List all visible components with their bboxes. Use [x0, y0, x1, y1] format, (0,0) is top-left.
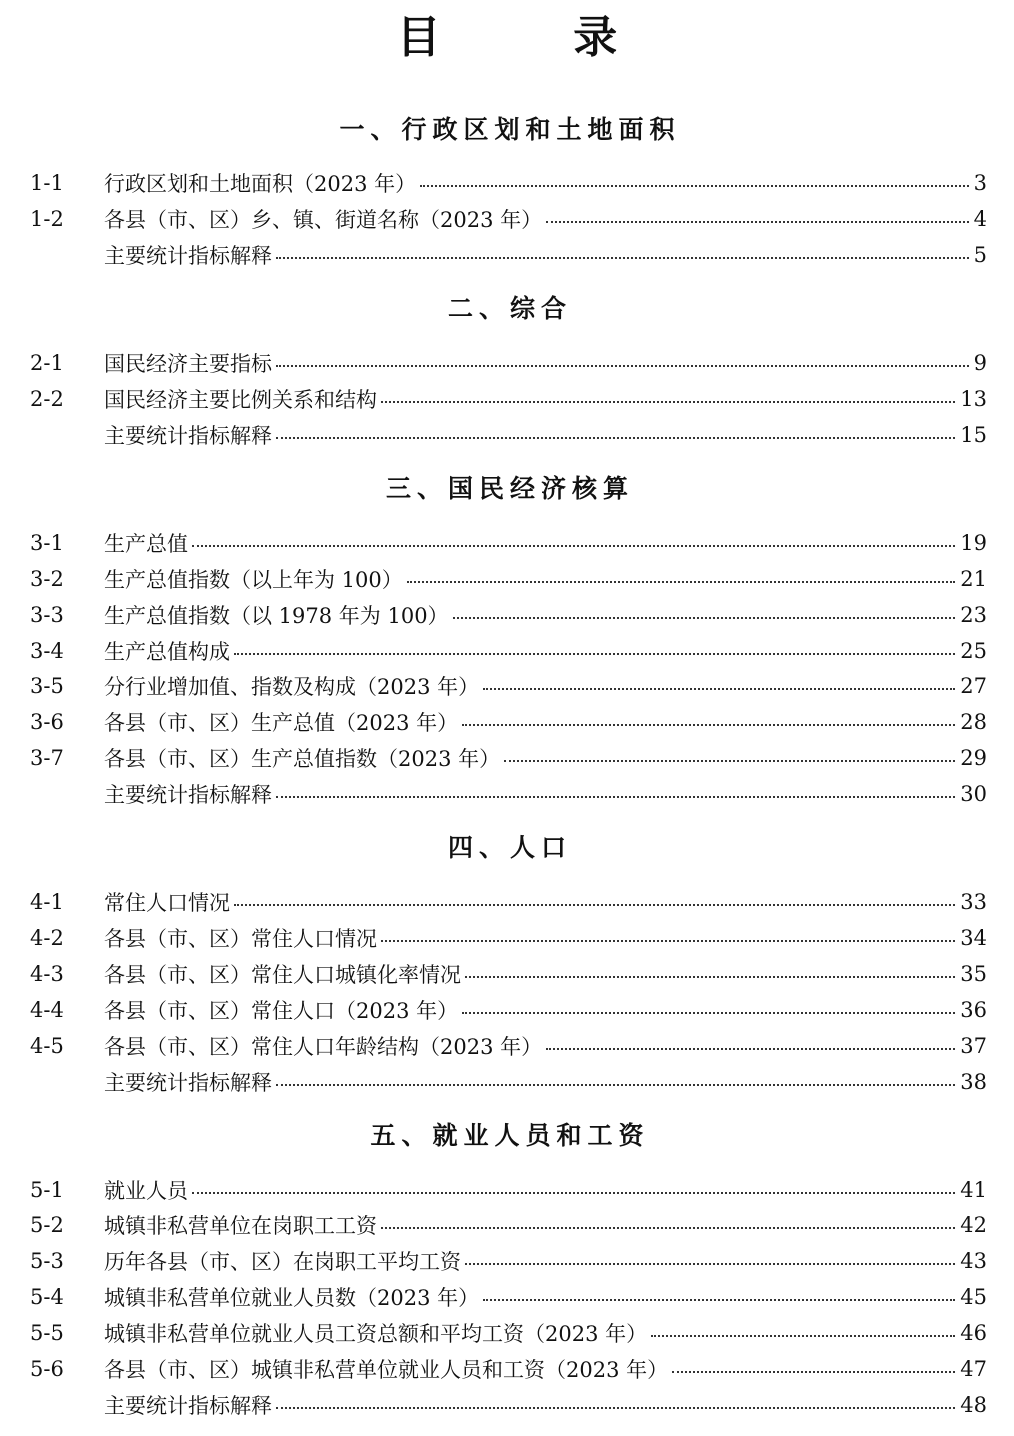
- dot-leader: [276, 365, 969, 367]
- dot-leader: [546, 1048, 955, 1050]
- toc-entry[interactable]: [0, 1315, 1014, 1351]
- dot-leader: [276, 257, 969, 259]
- toc-entry[interactable]: [0, 1172, 1014, 1208]
- toc-entry-title: 主要统计指标解释: [104, 244, 272, 268]
- toc-entry-title: 生产总值构成: [104, 640, 230, 664]
- toc-entry-title: 就业人员: [104, 1179, 188, 1203]
- toc-entry-title: 主要统计指标解释: [104, 424, 272, 448]
- toc-entry-main: [104, 956, 987, 992]
- toc-entry[interactable]: [0, 345, 1014, 381]
- toc-entry-number: 4-5: [30, 1034, 64, 1058]
- toc-entry-page-number: 36: [960, 998, 987, 1022]
- toc-entry-main: [104, 920, 987, 956]
- toc-entry-title: 生产总值指数（以上年为 100）: [104, 568, 403, 592]
- toc-entry[interactable]: [0, 668, 1014, 704]
- toc-entry[interactable]: [0, 201, 1014, 237]
- toc-entry-title: 主要统计指标解释: [104, 1071, 272, 1095]
- toc-entry[interactable]: [0, 597, 1014, 633]
- toc-entry-number: 3-4: [30, 639, 64, 663]
- toc-entry[interactable]: [0, 704, 1014, 740]
- dot-leader: [381, 1227, 955, 1229]
- toc-entry-main: [104, 740, 987, 776]
- dot-leader: [465, 1263, 955, 1265]
- toc-entry-page-number: 13: [960, 387, 987, 411]
- dot-leader: [381, 401, 955, 403]
- toc-entry-main: [104, 668, 987, 704]
- dot-leader: [453, 617, 956, 619]
- toc-entry-page-number: 47: [960, 1357, 987, 1381]
- toc-entry-page-number: 23: [960, 603, 987, 627]
- dot-leader: [407, 581, 956, 583]
- toc-entry-title: 分行业增加值、指数及构成（2023 年）: [104, 675, 480, 699]
- dot-leader: [420, 185, 969, 187]
- toc-entry-title: 各县（市、区）生产总值指数（2023 年）: [104, 747, 501, 771]
- toc-entry-page-number: 3: [973, 171, 987, 195]
- toc-entry-main: [104, 1172, 987, 1208]
- toc-entry-number: 5-6: [30, 1357, 64, 1381]
- toc-entry-page-number: 34: [960, 926, 987, 950]
- dot-leader: [465, 976, 955, 978]
- toc-entry-page-number: 19: [960, 531, 987, 555]
- toc-entry[interactable]: [0, 740, 1014, 776]
- toc-entry-page-number: 33: [960, 890, 987, 914]
- toc-entry-page-number: 42: [960, 1213, 987, 1237]
- dot-leader: [276, 1407, 955, 1409]
- dot-leader: [462, 1012, 955, 1014]
- section-heading: 三、国民经济核算: [385, 474, 634, 503]
- toc-entry-number: 2-1: [30, 351, 64, 375]
- toc-entry-number: 5-5: [30, 1321, 64, 1345]
- toc-entry-number: 4-2: [30, 926, 64, 950]
- toc-entry-title: 历年各县（市、区）在岗职工平均工资: [104, 1250, 461, 1274]
- toc-entry[interactable]: [0, 776, 1014, 812]
- dot-leader: [381, 940, 955, 942]
- dot-leader: [276, 796, 955, 798]
- toc-entry-main: [104, 884, 987, 920]
- toc-entry-page-number: 38: [960, 1070, 987, 1094]
- toc-entry-page-number: 28: [960, 710, 987, 734]
- toc-entry-main: [104, 1279, 987, 1315]
- toc-entry-title: 各县（市、区）常住人口城镇化率情况: [104, 963, 461, 987]
- toc-entry-title: 国民经济主要比例关系和结构: [104, 388, 377, 412]
- toc-entry-title: 主要统计指标解释: [104, 783, 272, 807]
- toc-entry-title: 各县（市、区）城镇非私营单位就业人员和工资（2023 年）: [104, 1358, 669, 1382]
- dot-leader: [462, 724, 955, 726]
- dot-leader: [546, 221, 969, 223]
- toc-entry-main: [104, 633, 987, 669]
- toc-entry-number: 3-2: [30, 567, 64, 591]
- toc-entry-main: [104, 992, 987, 1028]
- toc-entry-page-number: 9: [973, 351, 987, 375]
- toc-entry-number: 4-1: [30, 890, 64, 914]
- toc-entry-page-number: 29: [960, 746, 987, 770]
- toc-entry-title: 常住人口情况: [104, 891, 230, 915]
- toc-entry-title: 主要统计指标解释: [104, 1394, 272, 1418]
- toc-entry-title: 城镇非私营单位在岗职工工资: [104, 1214, 377, 1238]
- dot-leader: [192, 545, 955, 547]
- toc-entry[interactable]: [0, 165, 1014, 201]
- dot-leader: [672, 1371, 955, 1373]
- toc-entry-number: 5-2: [30, 1213, 64, 1237]
- toc-entry-title: 各县（市、区）乡、镇、街道名称（2023 年）: [104, 208, 543, 232]
- toc-entry-number: 5-3: [30, 1249, 64, 1273]
- section-heading: 五、就业人员和工资: [370, 1121, 650, 1150]
- toc-entry[interactable]: [0, 525, 1014, 561]
- toc-entry[interactable]: [0, 237, 1014, 273]
- dot-leader: [651, 1335, 955, 1337]
- toc-entry-number: 5-4: [30, 1285, 64, 1309]
- toc-entry-main: [104, 1028, 987, 1064]
- toc-entry-page-number: 43: [960, 1249, 987, 1273]
- toc-entry-title: 城镇非私营单位就业人员工资总额和平均工资（2023 年）: [104, 1322, 648, 1346]
- toc-entry[interactable]: [0, 920, 1014, 956]
- toc-entry-page-number: 30: [960, 782, 987, 806]
- toc-entry-page-number: 25: [960, 639, 987, 663]
- toc-entry-number: 2-2: [30, 387, 64, 411]
- toc-entry-main: [104, 345, 987, 381]
- toc-entry-page-number: 4: [973, 207, 987, 231]
- toc-entry[interactable]: [0, 417, 1014, 453]
- toc-entry-number: 3-6: [30, 710, 64, 734]
- toc-entry-number: 1-2: [30, 207, 64, 231]
- toc-entry[interactable]: [0, 956, 1014, 992]
- dot-leader: [192, 1192, 955, 1194]
- toc-entry-main: [104, 165, 987, 201]
- toc-entry-page-number: 45: [960, 1285, 987, 1309]
- toc-entry-number: 3-1: [30, 531, 64, 555]
- toc-entry-title: 城镇非私营单位就业人员数（2023 年）: [104, 1286, 480, 1310]
- toc-entry-main: [104, 776, 987, 812]
- toc-entry-main: [104, 561, 987, 597]
- toc-entry-number: 1-1: [30, 171, 64, 195]
- toc-entry-title: 国民经济主要指标: [104, 352, 272, 376]
- toc-entry-title: 各县（市、区）常住人口情况: [104, 927, 377, 951]
- toc-entry-main: [104, 1387, 987, 1423]
- toc-entry-title: 生产总值: [104, 532, 188, 556]
- section-heading: 一、行政区划和土地面积: [339, 115, 681, 144]
- toc-entry-main: [104, 1243, 987, 1279]
- toc-entry-number: 3-3: [30, 603, 64, 627]
- toc-entry-main: [104, 1315, 987, 1351]
- toc-entry[interactable]: [0, 633, 1014, 669]
- toc-entry[interactable]: [0, 1028, 1014, 1064]
- toc-entry[interactable]: [0, 1279, 1014, 1315]
- toc-entry[interactable]: [0, 561, 1014, 597]
- page-title: 目 录: [396, 12, 652, 63]
- toc-entry-main: [104, 1207, 987, 1243]
- toc-entry-main: [104, 237, 987, 273]
- toc-entry-page-number: 15: [960, 423, 987, 447]
- toc-entry-main: [104, 1351, 987, 1387]
- dot-leader: [276, 1084, 955, 1086]
- toc-entry-number: 4-3: [30, 962, 64, 986]
- toc-entry[interactable]: [0, 381, 1014, 417]
- toc-entry-number: 5-1: [30, 1178, 64, 1202]
- toc-entry-main: [104, 704, 987, 740]
- dot-leader: [483, 1299, 955, 1301]
- section-heading: 二、综合: [447, 294, 572, 323]
- toc-entry-page-number: 46: [960, 1321, 987, 1345]
- toc-entry-main: [104, 381, 987, 417]
- dot-leader: [483, 688, 955, 690]
- toc-entry[interactable]: [0, 992, 1014, 1028]
- toc-entry[interactable]: [0, 1351, 1014, 1387]
- toc-entry[interactable]: [0, 884, 1014, 920]
- toc-entry[interactable]: [0, 1387, 1014, 1423]
- toc-entry-number: 4-4: [30, 998, 64, 1022]
- toc-entry-title: 行政区划和土地面积（2023 年）: [104, 172, 417, 196]
- toc-entry-page-number: 5: [973, 243, 987, 267]
- dot-leader: [504, 760, 955, 762]
- toc-entry-page-number: 21: [960, 567, 987, 591]
- toc-entry[interactable]: [0, 1064, 1014, 1100]
- toc-entry-page-number: 48: [960, 1393, 987, 1417]
- toc-entry-number: 3-5: [30, 674, 64, 698]
- dot-leader: [234, 653, 955, 655]
- toc-entry-main: [104, 1064, 987, 1100]
- toc-entry-title: 各县（市、区）常住人口年龄结构（2023 年）: [104, 1035, 543, 1059]
- toc-entry-page-number: 27: [960, 674, 987, 698]
- toc-entry-main: [104, 597, 987, 633]
- toc-entry-page-number: 37: [960, 1034, 987, 1058]
- toc-entry-page-number: 35: [960, 962, 987, 986]
- toc-entry-title: 各县（市、区）生产总值（2023 年）: [104, 711, 459, 735]
- toc-entry-main: [104, 417, 987, 453]
- dot-leader: [234, 904, 955, 906]
- section-heading: 四、人口: [447, 833, 572, 862]
- toc-entry-page-number: 41: [960, 1178, 987, 1202]
- toc-entry-number: 3-7: [30, 746, 64, 770]
- toc-entry[interactable]: [0, 1207, 1014, 1243]
- toc-entry-main: [104, 201, 987, 237]
- toc-entry-title: 生产总值指数（以 1978 年为 100）: [104, 604, 449, 628]
- toc-entry[interactable]: [0, 1243, 1014, 1279]
- toc-entry-title: 各县（市、区）常住人口（2023 年）: [104, 999, 459, 1023]
- toc-entry-main: [104, 525, 987, 561]
- dot-leader: [276, 437, 955, 439]
